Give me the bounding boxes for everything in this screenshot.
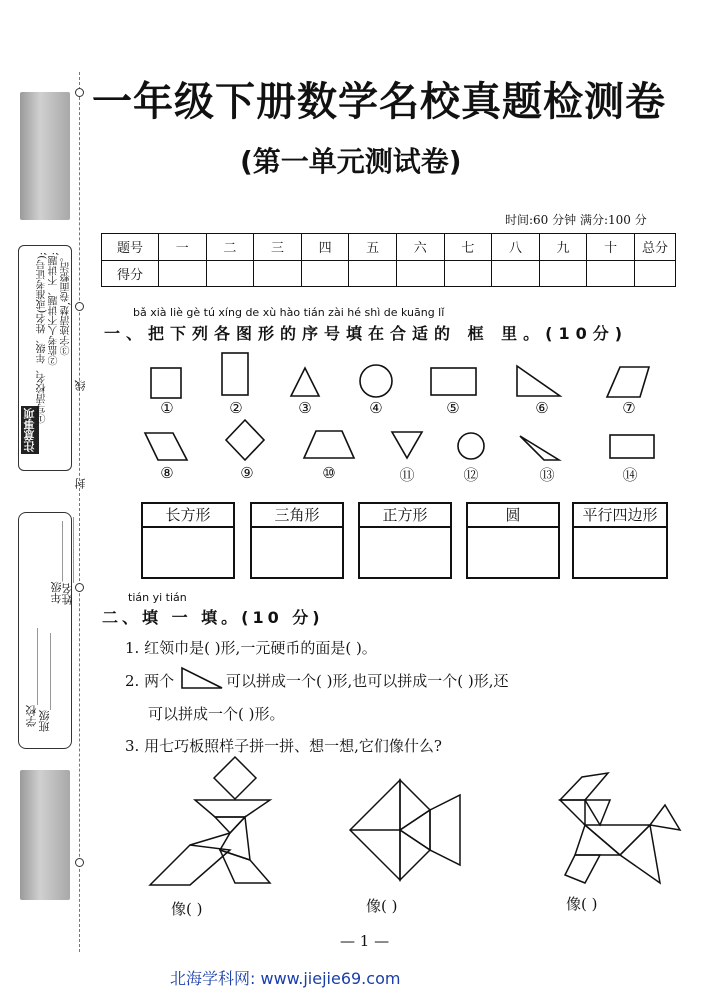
shape-number: ⑦ <box>622 399 636 417</box>
notice-item: ②监考人不讲题、不讲题; <box>49 252 60 366</box>
score-column: 五 <box>349 234 397 261</box>
shape-rectangle-wide <box>431 368 476 395</box>
answer-box-parallelogram[interactable] <box>572 502 668 579</box>
score-value-row <box>102 260 676 287</box>
shape-number: ⑨ <box>240 464 254 482</box>
answer-box-rectangle[interactable] <box>141 502 235 579</box>
notice-item: ①写清校名、年级、姓名(或准考证号); <box>37 252 48 424</box>
shape-parallelogram <box>145 433 187 460</box>
shape-inverted-triangle <box>392 432 422 458</box>
tangram-dog <box>560 773 680 883</box>
shape-rectangle-tall <box>222 353 248 395</box>
seal-char: 封 <box>74 478 87 489</box>
class-field: 班级______________ <box>38 633 51 732</box>
q2-item-2-end: 可以拼成一个( )形。 <box>148 705 285 723</box>
score-row-label: 题号 <box>102 234 159 261</box>
shape-number: ① <box>160 399 174 417</box>
score-column: 三 <box>254 234 302 261</box>
seal-char: 线 <box>74 380 87 391</box>
score-column: 八 <box>492 234 540 261</box>
notice-item: ③字迹清楚,卷面整洁。 <box>61 252 72 356</box>
score-cell[interactable] <box>206 260 254 287</box>
shape-number: ② <box>229 399 243 417</box>
shape-number: ⑧ <box>160 464 174 482</box>
answer-box-label: 平行四边形 <box>574 504 666 528</box>
score-cell[interactable] <box>492 260 540 287</box>
footer-website: 北海学科网: www.jiejie69.com <box>170 969 401 988</box>
shape-circle <box>458 433 484 459</box>
q2-item-3: 3. 用七巧板照样子拼一拼、想一想,它们像什么? <box>125 737 442 755</box>
binding-hole <box>75 88 84 97</box>
like-answer-3[interactable]: 像( ) <box>566 895 598 913</box>
score-column: 六 <box>396 234 444 261</box>
time-score-meta: 时间:60 分钟 满分:100 分 <box>505 213 647 227</box>
like-answer-2[interactable]: 像( ) <box>366 897 398 915</box>
top-gray-tab <box>20 92 70 220</box>
score-column: 二 <box>206 234 254 261</box>
shape-number: ⑭ <box>622 466 638 484</box>
score-cell[interactable] <box>539 260 587 287</box>
binding-hole <box>75 302 84 311</box>
q2-pinyin: tián yi tián <box>128 591 187 604</box>
answer-box-label: 三角形 <box>252 504 342 528</box>
score-cell[interactable] <box>349 260 397 287</box>
shape-trapezoid <box>304 431 354 458</box>
page-title: 一年级下册数学名校真题检测卷 <box>92 79 666 125</box>
score-cell[interactable] <box>635 260 676 287</box>
page-number: — 1 — <box>340 932 390 950</box>
shape-diamond <box>226 420 264 460</box>
q2-item-2-start: 2. 两个 <box>125 672 175 690</box>
answer-box-label: 长方形 <box>143 504 233 528</box>
score-cell[interactable] <box>587 260 635 287</box>
score-row-label: 得分 <box>102 260 159 287</box>
q2-title: 二、填 一 填。(10 分) <box>102 608 324 627</box>
q1-pinyin: bǎ xià liè gè tú xíng de xù hào tián zài hé shì de kuāng lǐ <box>133 306 445 319</box>
score-header-row <box>102 234 676 261</box>
like-answer-1[interactable]: 像( ) <box>171 900 203 918</box>
q2-item-1: 1. 红领巾是( )形,一元硬币的面是( )。 <box>125 639 377 657</box>
score-column: 四 <box>301 234 349 261</box>
score-column: 九 <box>539 234 587 261</box>
answer-box-triangle[interactable] <box>250 502 344 579</box>
notice-title: 注意事项 <box>21 406 39 454</box>
score-column: 总分 <box>635 234 676 261</box>
shape-number: ⑫ <box>463 466 479 484</box>
score-cell[interactable] <box>159 260 207 287</box>
score-column: 一 <box>159 234 207 261</box>
shape-number: ⑩ <box>322 464 336 482</box>
score-cell[interactable] <box>254 260 302 287</box>
shape-circle <box>360 365 392 397</box>
shape-number: ④ <box>369 399 383 417</box>
score-cell[interactable] <box>301 260 349 287</box>
shape-obtuse-triangle <box>520 436 559 460</box>
shape-triangle <box>291 368 319 396</box>
answer-box-square[interactable] <box>358 502 452 579</box>
score-column: 七 <box>444 234 492 261</box>
shape-number: ③ <box>298 399 312 417</box>
q2-item-2-rest: 可以拼成一个( )形,也可以拼成一个( )形,还 <box>226 672 509 690</box>
grade-field: 年级___________ <box>50 521 63 604</box>
shape-number: ⑤ <box>446 399 460 417</box>
q1-title: 一、把下列各图形的序号填在合适的 框 里。(10分) <box>104 324 629 343</box>
shape-parallelogram <box>607 367 649 397</box>
triangle-piece-icon <box>180 666 226 692</box>
binding-hole <box>75 583 84 592</box>
score-cell[interactable] <box>444 260 492 287</box>
shape-number: ⑬ <box>539 466 555 484</box>
answer-box-label: 正方形 <box>360 504 450 528</box>
shape-right-triangle <box>517 366 560 396</box>
score-column: 十 <box>587 234 635 261</box>
page-subtitle: (第一单元测试卷) <box>240 145 462 178</box>
score-cell[interactable] <box>396 260 444 287</box>
shape-square <box>151 368 181 398</box>
score-table <box>101 233 676 287</box>
answer-box-label: 圆 <box>468 504 558 528</box>
q1-shapes <box>0 340 707 490</box>
name-field: 姓名____________ <box>61 517 74 605</box>
tangram-fish <box>350 780 460 880</box>
student-info-box <box>18 512 72 749</box>
shape-number: ⑥ <box>535 399 549 417</box>
tangram-person <box>150 757 270 885</box>
shape-number: ⑪ <box>399 466 415 484</box>
shape-rectangle-wide <box>610 435 654 458</box>
tangram-figures <box>0 755 707 895</box>
answer-box-circle[interactable] <box>466 502 560 579</box>
school-field: 学校______________ <box>25 628 38 727</box>
